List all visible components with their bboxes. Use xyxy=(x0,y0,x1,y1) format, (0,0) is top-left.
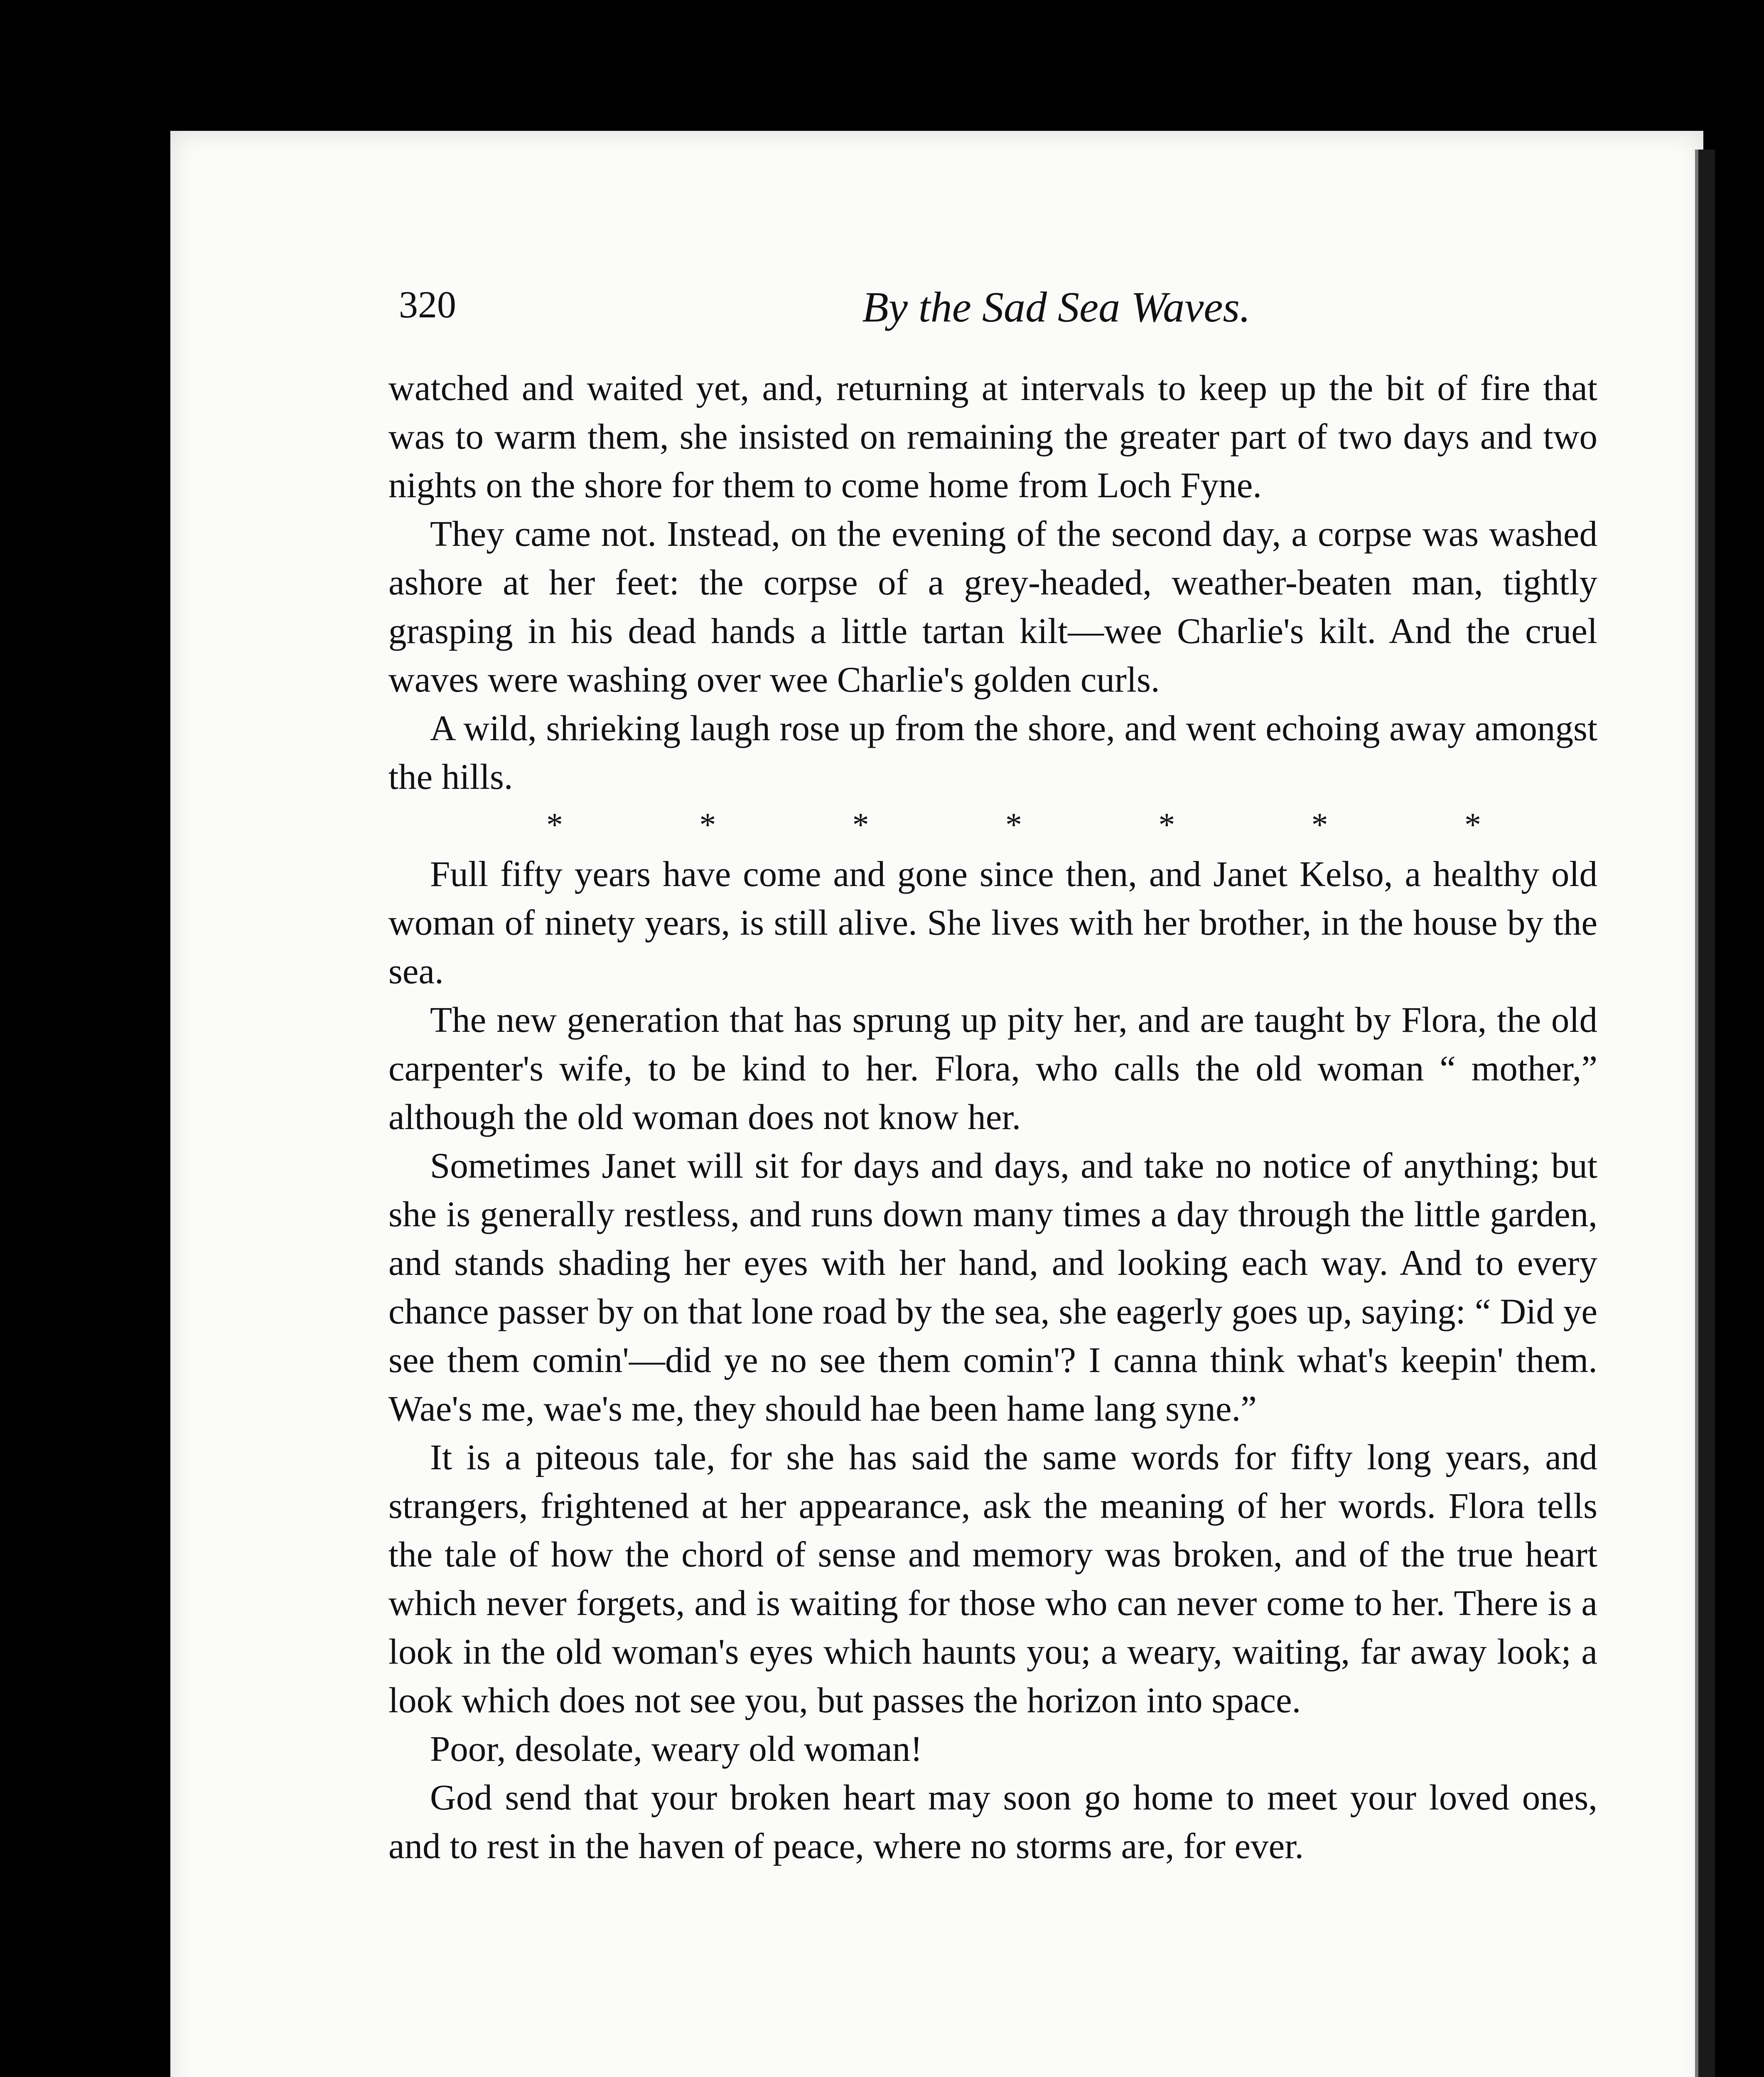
paragraph: They came not. Instead, on the evening of the second day, a corpse was washed ashore at her feet: the corpse of a grey-headed, weather-beaten man, tightly grasping in his dead hands a little tartan kilt—wee Charlie's kilt. And the cruel waves were washing over wee Charlie's golden curls. xyxy=(388,513,1597,700)
page-number: 320 xyxy=(399,283,456,326)
paragraph: It is a piteous tale, for she has said the same words for fifty long years, and strangers, frightened at her appearance, ask the meaning of her words. Flora tells the tale of how the chord of sense and memory was broken, and of the true heart which never forgets, and is waiting for those who can never come to her. There is a look in the old woman's eyes which haunts you; a weary, waiting, far away look; a look which does not see you, but passes the horizon into space. xyxy=(388,1437,1597,1720)
paragraph: Sometimes Janet will sit for days and days, and take no notice of anything; but she is generally restless, and runs down many times a day through the little garden, and stands shading her eyes with her hand, and looking each way. And to every chance passer by on that lone road by the sea, she eagerly goes up, saying: “ Did ye see them comin'—did ye no see them comin'? I canna think what's keepin' them. Wae's me, wae's me, they should hae been hame lang syne.” xyxy=(388,1145,1597,1429)
asterisk: * xyxy=(1158,807,1175,843)
paragraph: watched and waited yet, and, returning at intervals to keep up the bit of fire that was to warm them, she insisted on remaining the greater part of two days and two nights on the shore for them to come home from Loch Fyne. xyxy=(388,368,1597,505)
asterisk: * xyxy=(1311,807,1328,843)
body-text xyxy=(388,363,1597,1870)
asterisk: * xyxy=(1005,807,1022,843)
paragraph: Full fifty years have come and gone since then, and Janet Kelso, a healthy old woman of ninety years, is still alive. She lives with her brother, in the house by the sea. xyxy=(388,854,1597,991)
asterisk: * xyxy=(699,807,716,843)
paragraph: A wild, shrieking laugh rose up from the shore, and went echoing away amongst the hills. xyxy=(388,708,1597,797)
asterisk: * xyxy=(546,807,563,843)
asterisk: * xyxy=(1464,807,1481,843)
page-header xyxy=(399,282,1251,341)
paragraph: Poor, desolate, weary old woman! xyxy=(430,1728,923,1769)
paragraph: God send that your broken heart may soon go home to meet your loved ones, and to rest in the haven of peace, where no storms are, for ever. xyxy=(388,1777,1597,1866)
section-break xyxy=(388,801,1597,849)
running-title: By the Sad Sea Waves. xyxy=(862,283,1251,331)
paragraph: The new generation that has sprung up pity her, and are taught by Flora, the old carpenter's wife, to be kind to her. Flora, who calls the old woman “ mother,” although the old woman does not know her. xyxy=(388,999,1597,1137)
page-edge xyxy=(1695,150,1715,2077)
asterisk: * xyxy=(852,807,869,843)
